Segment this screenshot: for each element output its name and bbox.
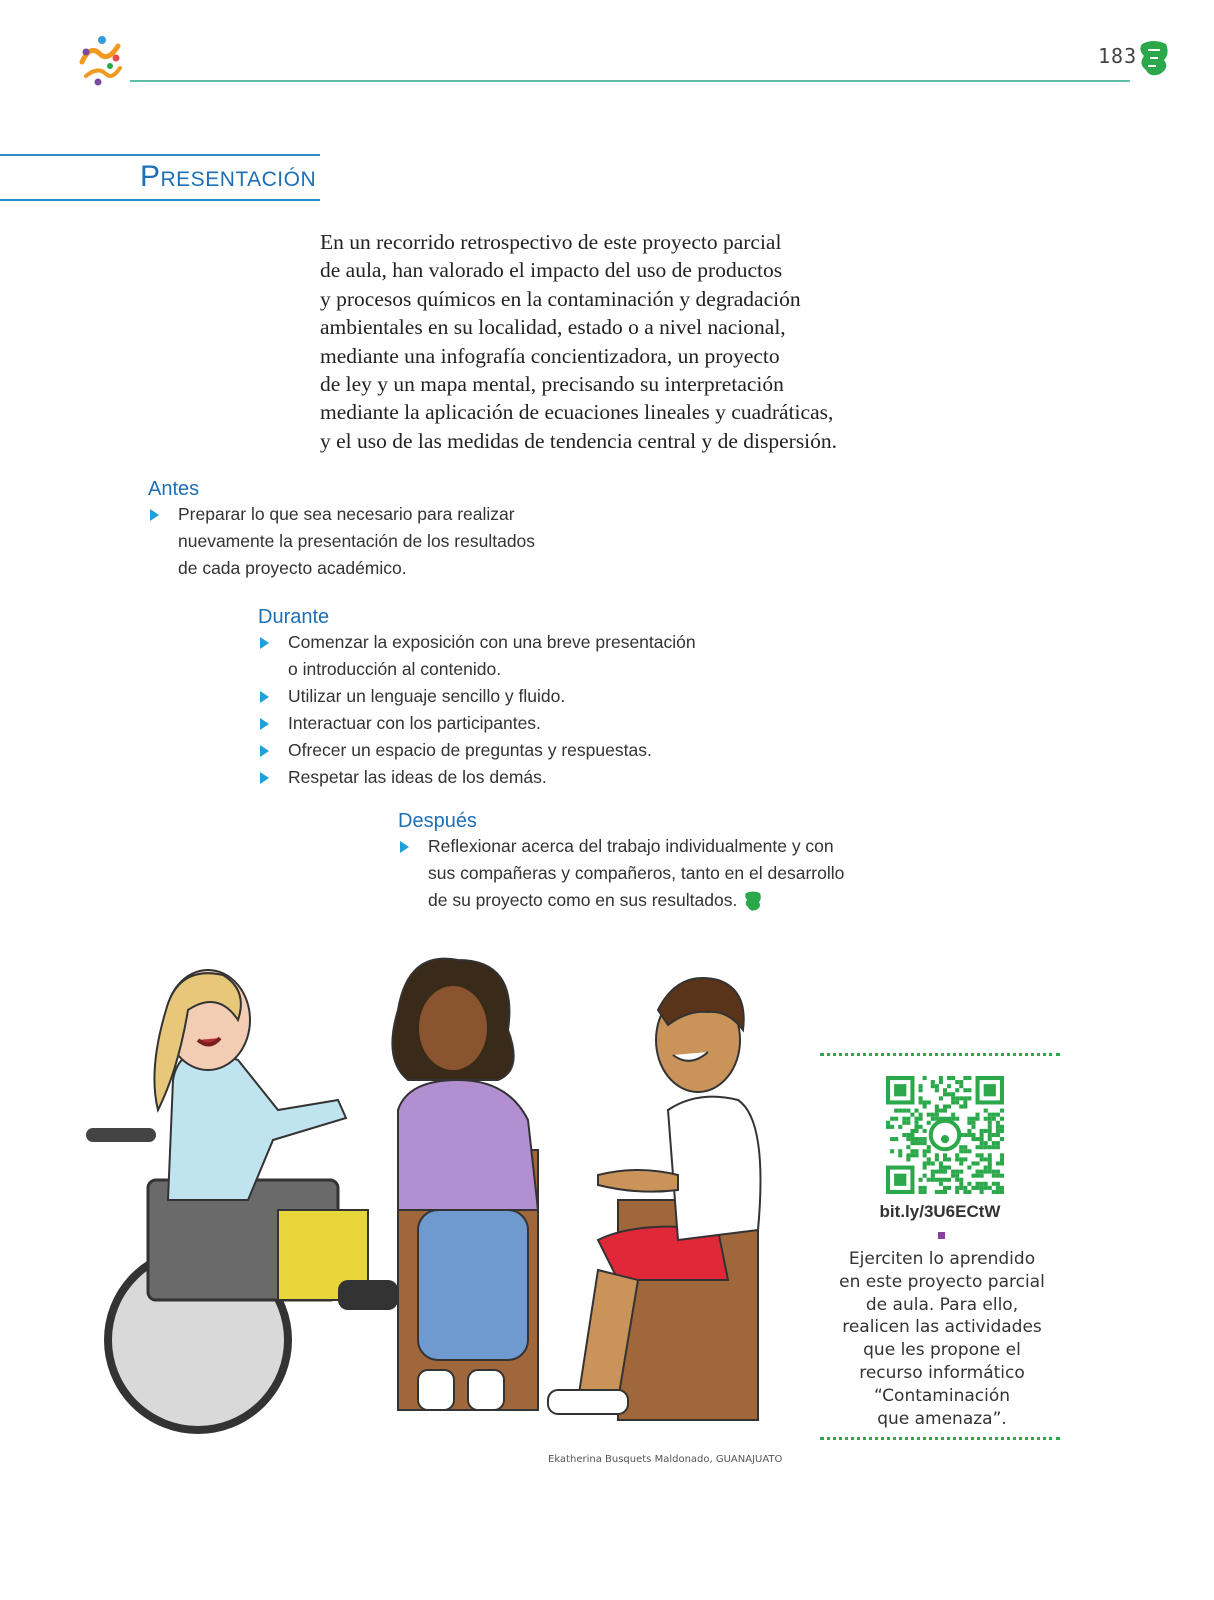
aside-text-line: realicen las actividades — [842, 1317, 1042, 1338]
bullet-item-durante — [258, 629, 696, 656]
bullet-item-despues — [398, 833, 844, 860]
bullet-arrow-icon — [150, 509, 159, 521]
header-rule — [130, 80, 1130, 82]
bullet-item-antes — [148, 555, 535, 582]
series-logo-icon — [72, 32, 128, 88]
bullet-text: de su proyecto como en sus resultados. — [428, 890, 738, 910]
aside-text-line: Ejerciten lo aprendido — [848, 1249, 1036, 1269]
stage-despues — [398, 810, 844, 914]
purple-square-marker — [938, 1232, 945, 1239]
bullet-text: o introducción al contenido. — [288, 659, 502, 679]
bullet-text: de cada proyecto académico. — [178, 558, 407, 578]
bullet-item-antes — [148, 501, 535, 528]
page-number: 183 — [1098, 44, 1138, 68]
bullet-item-durante — [258, 737, 696, 764]
stage-antes — [148, 478, 535, 582]
bullet-item-durante — [258, 683, 696, 710]
bullet-arrow-icon — [400, 841, 409, 853]
aside-text-line: recurso informático — [859, 1362, 1025, 1383]
aside-text-line: que les propone el — [863, 1340, 1021, 1361]
girl-in-wheelchair — [86, 970, 398, 1430]
aside-text-line: que amenaza”. — [877, 1408, 1007, 1429]
intro-line: y el uso de las medidas de tendencia central y de dispersión. — [320, 428, 838, 453]
bullet-list-durante — [258, 629, 696, 791]
stage-title-durante: Durante — [258, 606, 330, 628]
stage-title-despues: Después — [398, 810, 477, 832]
aside-text-line: en este proyecto parcial — [839, 1271, 1045, 1292]
bullet-arrow-icon — [260, 691, 269, 703]
intro-line: mediante una infografía concientizadora, un proyecto — [320, 343, 780, 368]
intro-line: de aula, han valorado el impacto del uso de productos — [320, 258, 783, 283]
bullet-text: sus compañeras y compañeros, tanto en el desarrollo — [428, 863, 845, 883]
bullet-text: Ofrecer un espacio de preguntas y respuestas. — [288, 740, 652, 760]
aside-text-line: “Contaminación — [873, 1385, 1011, 1406]
intro-paragraph — [320, 228, 880, 455]
bullet-text: Comenzar la exposición con una breve presentación — [288, 632, 696, 652]
bullet-text: Reflexionar acerca del trabajo individualmente y con — [428, 836, 834, 856]
intro-line: En un recorrido retrospectivo de este proyecto parcial — [320, 230, 782, 254]
bullet-item-durante — [258, 656, 696, 683]
aside-text-line: de aula. Para ello, — [865, 1294, 1019, 1315]
boy-on-chair — [548, 978, 761, 1420]
bullet-text: Utilizar un lenguaje sencillo y fluido. — [288, 686, 566, 706]
bullet-item-despues — [398, 887, 844, 914]
bullet-text: Preparar lo que sea necesario para realizar — [178, 504, 515, 524]
bullet-arrow-icon — [260, 637, 269, 649]
stage-title-antes: Antes — [148, 478, 200, 500]
bullet-text: nuevamente la presentación de los resultados — [178, 531, 536, 551]
bullet-text: Interactuar con los participantes. — [288, 713, 541, 733]
qr-link[interactable]: bit.ly/3U6ECtW — [879, 1202, 1001, 1221]
aside-text — [828, 1248, 1056, 1430]
aside-rule-bottom — [820, 1437, 1060, 1440]
intro-line: ambientales en su localidad, estado o a nivel nacional, — [320, 315, 786, 340]
bullet-text: Respetar las ideas de los demás. — [288, 767, 547, 787]
intro-line: mediante la aplicación de ecuaciones lineales y cuadráticas, — [320, 400, 834, 425]
section-title: Presentación — [140, 160, 317, 193]
students-conversation-illustration — [78, 950, 798, 1440]
qr-code-icon[interactable] — [886, 1076, 1004, 1194]
glyph-decoration-icon — [1136, 38, 1172, 78]
illustration-credit: Ekatherina Busquets Maldonado, GUANAJUATO — [548, 1454, 783, 1465]
section-title-rule-bottom — [0, 199, 320, 201]
bullet-arrow-icon — [260, 772, 269, 784]
section-title-rule-top — [0, 154, 320, 156]
stage-durante — [258, 606, 696, 791]
bullet-item-durante — [258, 710, 696, 737]
bullet-list-antes — [148, 501, 535, 582]
bullet-item-antes — [148, 528, 535, 555]
bullet-item-durante — [258, 764, 696, 791]
bullet-arrow-icon — [260, 745, 269, 757]
bullet-list-despues — [398, 833, 844, 914]
bullet-item-despues — [398, 860, 844, 887]
intro-line: y procesos químicos en la contaminación y degradación — [320, 286, 801, 311]
bullet-arrow-icon — [260, 718, 269, 730]
glyph-end-icon — [743, 890, 763, 912]
girl-on-chair — [392, 959, 538, 1410]
aside-rule-top — [820, 1053, 1060, 1056]
intro-line: de ley y un mapa mental, precisando su interpretación — [320, 372, 784, 397]
